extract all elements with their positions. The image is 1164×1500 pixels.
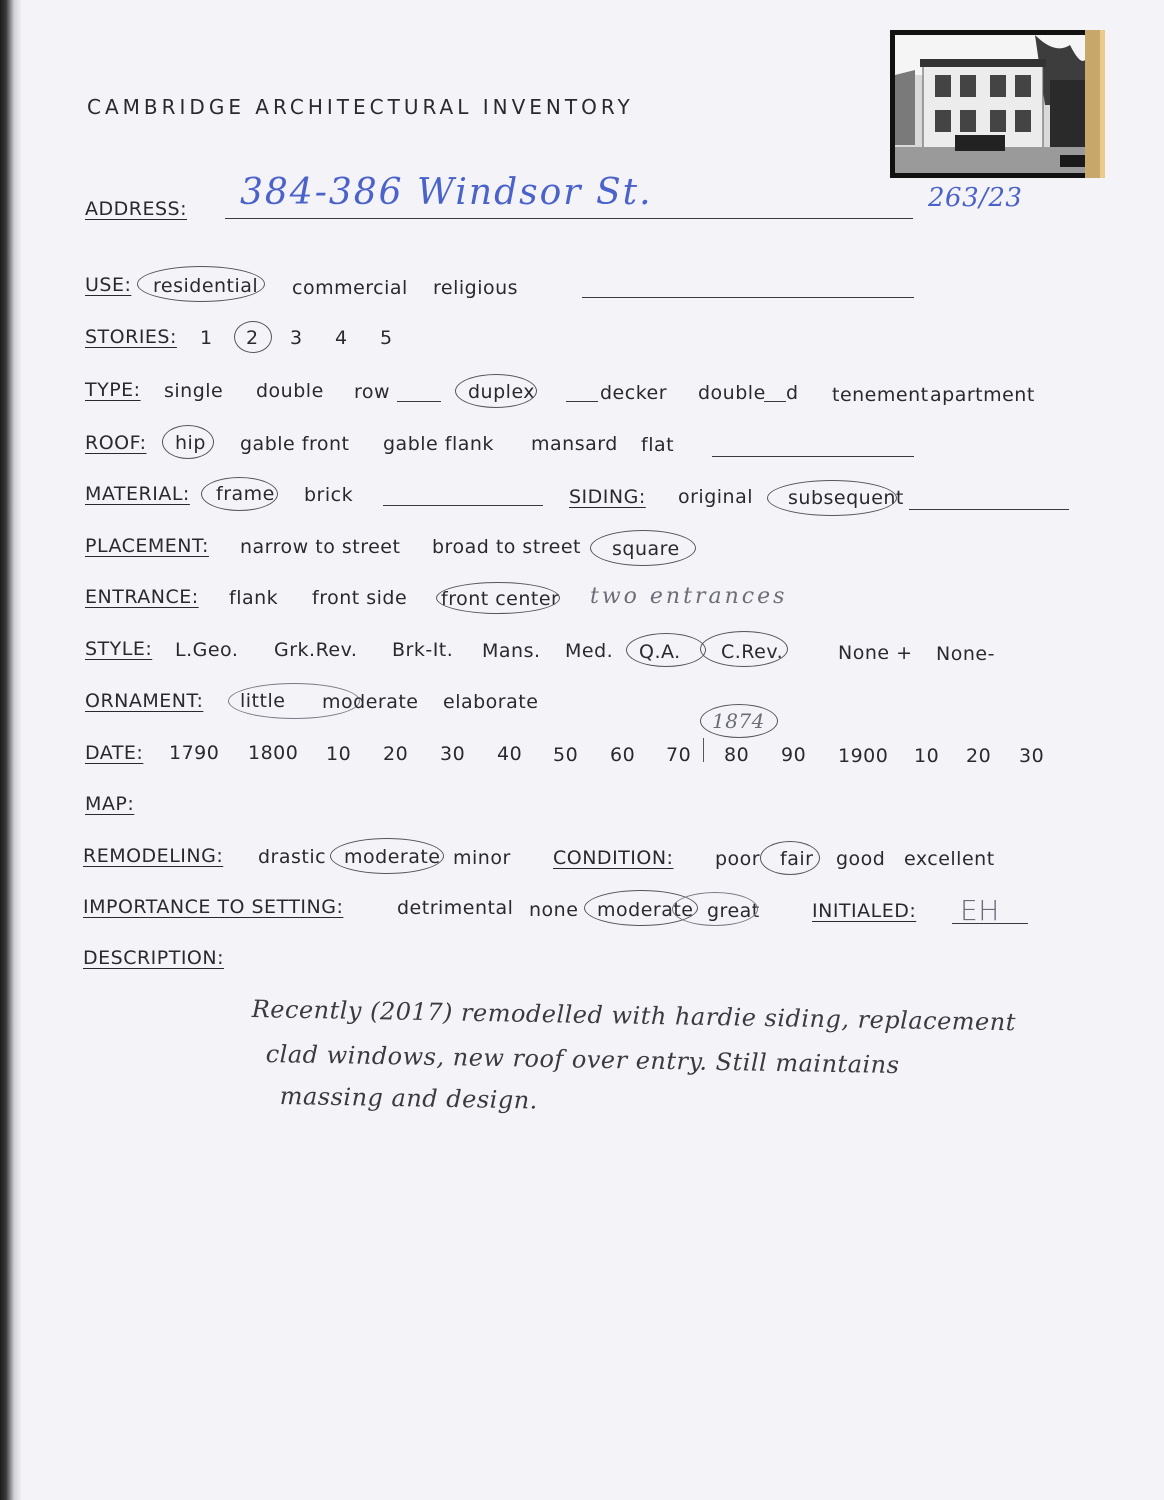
date-mark: [703, 738, 704, 762]
roof-option-gable-front: gable front: [240, 433, 350, 455]
style-option-none-plus: None +: [838, 642, 913, 664]
initialed-label: INITIALED:: [812, 900, 917, 922]
material-option-brick: brick: [304, 484, 354, 506]
importance-option-great: great: [707, 900, 760, 922]
date-option: 40: [497, 743, 523, 765]
style-option-none-minus: None-: [936, 643, 995, 665]
style-option-grkrev: Grk.Rev.: [274, 639, 358, 661]
type-option-row: row: [354, 381, 391, 403]
photo-tape: [1085, 30, 1105, 178]
condition-option-fair: fair: [780, 848, 814, 870]
selection-oval: [700, 704, 778, 738]
house-photo: [890, 30, 1100, 178]
siding-other-line: [909, 509, 1069, 510]
importance-option-none: none: [529, 899, 579, 921]
selection-oval: [162, 425, 214, 459]
map-label: MAP:: [85, 793, 135, 815]
date-option: 30: [440, 743, 466, 765]
address-label: ADDRESS:: [85, 198, 187, 220]
importance-option-moderate: moderate: [597, 899, 694, 921]
selection-oval: [700, 631, 788, 667]
type-option-decker: decker: [600, 382, 668, 404]
selection-oval: [455, 374, 537, 408]
type-option-duplex: duplex: [468, 381, 536, 403]
date-option: 30: [1019, 745, 1045, 767]
type-option-d: d: [786, 382, 799, 404]
date-option: 1900: [838, 745, 889, 767]
type-option-single: single: [164, 380, 224, 402]
selection-oval: [436, 582, 560, 614]
date-option: 80: [724, 744, 750, 766]
selection-oval: [672, 892, 758, 926]
stories-option-1: 1: [200, 327, 213, 349]
type-decker-blank: [566, 401, 598, 402]
form-title: CAMBRIDGE ARCHITECTURAL INVENTORY: [87, 95, 634, 119]
stories-option-2: 2: [246, 327, 259, 349]
siding-label: SIDING:: [569, 486, 646, 508]
remodeling-option-minor: minor: [453, 847, 511, 869]
description-line: Recently (2017) remodelled with hardie siding, replacement: [251, 995, 1017, 1037]
use-option-residential: residential: [153, 275, 259, 297]
placement-option-broad: broad to street: [432, 536, 582, 558]
placement-option-square: square: [612, 538, 680, 560]
ornament-label: ORNAMENT:: [85, 690, 204, 712]
type-option-double-d: double: [698, 382, 766, 404]
date-option: 70: [666, 744, 692, 766]
use-label: USE:: [85, 274, 132, 296]
remodeling-label: REMODELING:: [83, 845, 224, 867]
date-option: 50: [553, 744, 579, 766]
stories-option-4: 4: [335, 327, 348, 349]
style-option-lgeo: L.Geo.: [175, 639, 239, 661]
roof-option-hip: hip: [175, 432, 206, 454]
use-option-religious: religious: [433, 277, 519, 299]
selection-oval: [590, 530, 696, 566]
style-label: STYLE:: [85, 638, 153, 660]
ornament-option-elaborate: elaborate: [443, 691, 539, 713]
selection-oval: [767, 480, 897, 516]
selection-oval: [201, 477, 278, 511]
entrance-option-flank: flank: [229, 587, 279, 609]
date-option: 20: [966, 745, 992, 767]
placement-label: PLACEMENT:: [85, 535, 209, 557]
type-label: TYPE:: [85, 379, 141, 401]
condition-option-excellent: excellent: [904, 848, 995, 870]
description-line: clad windows, new roof over entry. Still maintains: [265, 1040, 900, 1080]
style-option-crev: C.Rev.: [721, 641, 784, 663]
siding-option-subsequent: subsequent: [788, 487, 904, 509]
date-option: 1800: [248, 742, 299, 764]
roof-option-gable-flank: gable flank: [383, 433, 494, 455]
roof-option-mansard: mansard: [531, 433, 618, 455]
importance-label: IMPORTANCE TO SETTING:: [83, 896, 344, 918]
date-option: 20: [383, 743, 409, 765]
parcel-number: 263/23: [928, 183, 1023, 213]
roof-other-line: [712, 456, 914, 457]
description-label: DESCRIPTION:: [83, 947, 225, 969]
date-option: 10: [326, 743, 352, 765]
style-option-qa: Q.A.: [639, 641, 681, 663]
date-option: 60: [610, 744, 636, 766]
stories-option-3: 3: [290, 327, 303, 349]
material-label: MATERIAL:: [85, 483, 190, 505]
selection-oval: [137, 266, 265, 302]
use-option-commercial: commercial: [292, 277, 408, 299]
condition-option-good: good: [836, 848, 886, 870]
ornament-option-little: little: [240, 690, 286, 712]
selection-oval: [760, 841, 820, 875]
selection-oval: [330, 838, 444, 874]
date-annotation: 1874: [712, 709, 765, 733]
ornament-option-moderate: moderate: [322, 691, 419, 713]
address-value: 384-386 Windsor St.: [240, 172, 653, 213]
entrance-note: two entrances: [590, 584, 788, 609]
type-option-apartment: apartment: [930, 384, 1035, 406]
condition-option-poor: poor: [715, 848, 761, 870]
stories-label: STORIES:: [85, 326, 177, 348]
material-other-line: [383, 505, 543, 506]
stories-option-5: 5: [380, 327, 393, 349]
condition-label: CONDITION:: [553, 847, 674, 869]
type-option-double: double: [256, 380, 324, 402]
date-option: 10: [914, 745, 940, 767]
initialed-line: [952, 923, 1028, 924]
date-label: DATE:: [85, 742, 144, 764]
siding-option-original: original: [678, 486, 754, 508]
address-line: [225, 218, 913, 219]
scan-edge: [0, 0, 22, 1500]
entrance-option-front-center: front center: [441, 588, 560, 610]
material-option-frame: frame: [216, 483, 275, 505]
date-option: 90: [781, 744, 807, 766]
use-other-line: [582, 297, 914, 298]
roof-label: ROOF:: [85, 432, 147, 454]
type-row-blank: [397, 401, 441, 402]
style-option-med: Med.: [565, 640, 614, 662]
entrance-label: ENTRANCE:: [85, 586, 199, 608]
selection-oval: [626, 633, 706, 667]
type-option-tenement: tenement: [832, 384, 929, 406]
date-option: 1790: [169, 742, 220, 764]
style-option-brkit: Brk-It.: [392, 639, 454, 661]
placement-option-narrow: narrow to street: [240, 536, 401, 558]
entrance-option-front-side: front side: [312, 587, 408, 609]
importance-option-detrimental: detrimental: [397, 897, 514, 919]
remodeling-option-drastic: drastic: [258, 846, 327, 868]
initialed-value: EH: [960, 894, 1000, 927]
type-double-blank: [764, 401, 786, 402]
remodeling-option-moderate: moderate: [344, 846, 441, 868]
selection-oval: [234, 321, 272, 353]
description-line: massing and design.: [279, 1082, 539, 1115]
roof-option-flat: flat: [641, 434, 675, 456]
style-option-mans: Mans.: [482, 640, 541, 662]
